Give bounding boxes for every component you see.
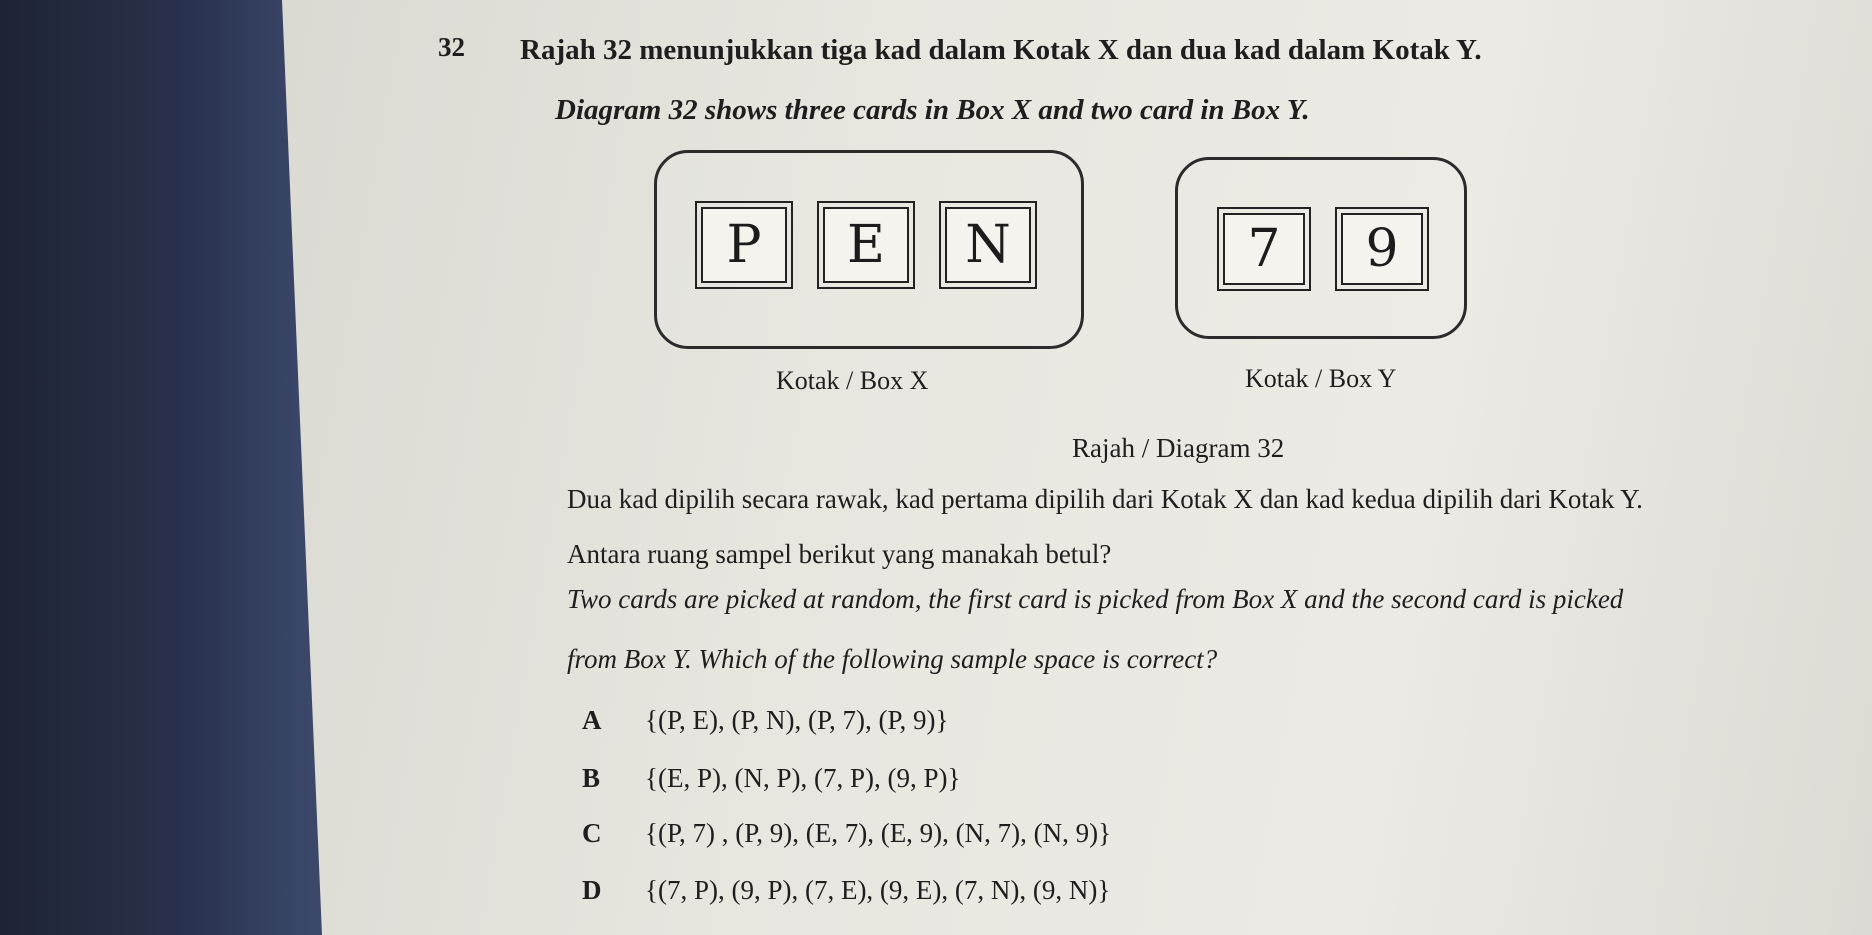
card-box-y-2: 9 xyxy=(1341,213,1423,285)
box-x xyxy=(654,150,1084,349)
card-box-x-3: N xyxy=(945,207,1031,283)
prompt-english-line-2: from Box Y. Which of the following sample space is correct? xyxy=(567,644,1218,674)
question-number: 32 xyxy=(438,32,465,62)
option-b-text: {(E, P), (N, P), (7, P), (9, P)} xyxy=(645,763,961,793)
option-c-letter: C xyxy=(582,818,602,848)
option-a-letter: A xyxy=(582,705,602,735)
option-d-letter: D xyxy=(582,875,602,905)
diagram-caption: Rajah / Diagram 32 xyxy=(1072,433,1285,463)
prompt-malay-line-2: Antara ruang sampel berikut yang manakah betul? xyxy=(567,539,1112,569)
box-y-caption: Kotak / Box Y xyxy=(1245,364,1397,393)
box-x-caption: Kotak / Box X xyxy=(776,366,929,395)
card-box-y-1: 7 xyxy=(1223,213,1305,285)
prompt-english-line-1: Two cards are picked at random, the first card is picked from Box X and the second card is picked xyxy=(567,584,1624,614)
option-c-text: {(P, 7) , (P, 9), (E, 7), (E, 9), (N, 7), (N, 9)} xyxy=(645,818,1112,848)
option-d-text: {(7, P), (9, P), (7, E), (9, E), (7, N), (9, N)} xyxy=(645,875,1111,905)
card-box-x-1: P xyxy=(701,207,787,283)
card-box-x-2: E xyxy=(823,207,909,283)
box-y xyxy=(1175,157,1467,339)
prompt-malay-line-1: Dua kad dipilih secara rawak, kad pertama dipilih dari Kotak X dan kad kedua dipilih dari Kotak Y. xyxy=(567,484,1643,514)
option-a-text: {(P, E), (P, N), (P, 7), (P, 9)} xyxy=(645,705,949,735)
question-stem-english: Diagram 32 shows three cards in Box X and two card in Box Y. xyxy=(555,94,1310,126)
exam-paper xyxy=(282,0,1872,935)
option-b-letter: B xyxy=(582,763,601,793)
question-stem-malay: Rajah 32 menunjukkan tiga kad dalam Kotak X dan dua kad dalam Kotak Y. xyxy=(520,34,1482,66)
